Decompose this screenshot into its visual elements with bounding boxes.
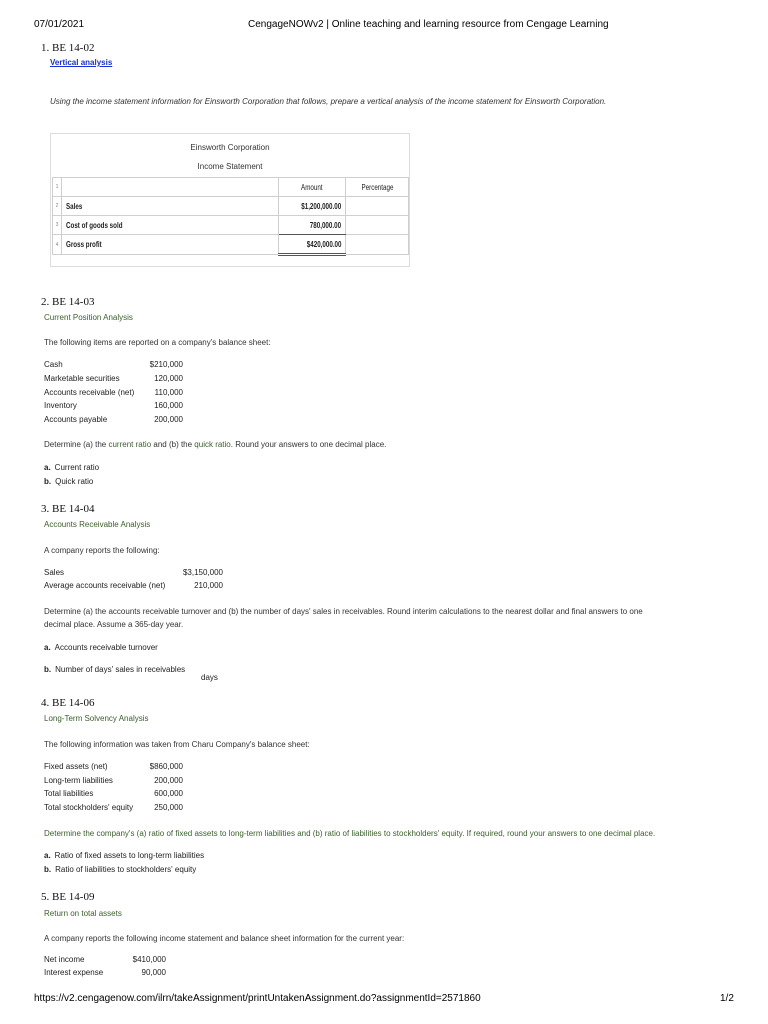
row-amount: $420,000.00 <box>279 235 346 255</box>
table-row <box>53 235 409 255</box>
percentage-input[interactable] <box>346 216 409 235</box>
question-3-subtitle: Accounts Receivable Analysis <box>44 520 151 529</box>
item-value: 210,000 <box>194 581 223 590</box>
row-amount: 780,000.00 <box>279 216 346 235</box>
answer-quick-ratio: b. Quick ratio <box>44 477 94 486</box>
item-value: $860,000 <box>149 762 183 771</box>
item-label: Cash <box>44 360 63 369</box>
item-label: Interest expense <box>44 968 104 977</box>
days-unit: days <box>201 673 218 682</box>
item-value: $3,150,000 <box>182 568 223 577</box>
answer-ar-turnover: a. Accounts receivable turnover <box>44 643 158 652</box>
row-label: Gross profit <box>62 235 279 255</box>
item-label: Total liabilities <box>44 789 94 798</box>
table-row <box>53 178 409 197</box>
item-value: 90,000 <box>141 968 166 977</box>
question-2-intro: The following items are reported on a company's balance sheet: <box>44 338 271 347</box>
item-label: Average accounts receivable (net) <box>44 581 166 590</box>
question-4-subtitle: Long-Term Solvency Analysis <box>44 714 149 723</box>
statement-name: Income Statement <box>197 162 263 171</box>
item-label: Marketable securities <box>44 374 120 383</box>
answer-current-ratio: a. Current ratio <box>44 463 100 472</box>
page-title: CengageNOWv2 | Online teaching and learning resource from Cengage Learning <box>248 19 609 30</box>
question-5-intro: A company reports the following income statement and balance sheet information for the current year: <box>44 934 405 943</box>
row-number: 2 <box>53 197 62 216</box>
percentage-input[interactable] <box>346 197 409 216</box>
item-value: 200,000 <box>154 415 183 424</box>
item-label: Net income <box>44 955 85 964</box>
answer-liabilities-equity-ratio: b. Ratio of liabilities to stockholders' equity <box>44 865 197 874</box>
row-amount: $1,200,000.00 <box>279 197 346 216</box>
print-date: 07/01/2021 <box>34 19 85 30</box>
question-3-instructions-line2: decimal place. Assume a 365-day year. <box>44 620 184 629</box>
item-label: Accounts receivable (net) <box>44 388 135 397</box>
question-4-intro: The following information was taken from Charu Company's balance sheet: <box>44 740 310 749</box>
row-label <box>62 178 279 197</box>
question-2-title: 2. BE 14-03 <box>41 296 95 308</box>
percentage-header: Percentage <box>346 178 409 197</box>
item-label: Fixed assets (net) <box>44 762 108 771</box>
question-3-intro: A company reports the following: <box>44 546 160 555</box>
row-number: 1 <box>53 178 62 197</box>
answer-fixed-assets-ratio: a. Ratio of fixed assets to long-term liabilities <box>44 851 205 860</box>
table-row <box>53 216 409 235</box>
item-label: Inventory <box>44 401 77 410</box>
item-value: $210,000 <box>149 360 183 369</box>
question-1-link[interactable]: Vertical analysis <box>50 58 113 67</box>
question-3-instructions-line1: Determine (a) the accounts receivable turnover and (b) the number of days' sales in receivables. Round interim calculations to the nearest dollar and final answers to one <box>44 607 643 616</box>
item-value: $410,000 <box>132 955 166 964</box>
item-label: Total stockholders' equity <box>44 803 134 812</box>
company-name: Einsworth Corporation <box>190 143 270 152</box>
item-value: 250,000 <box>154 803 183 812</box>
item-label: Accounts payable <box>44 415 108 424</box>
row-number: 4 <box>53 235 62 255</box>
item-value: 600,000 <box>154 789 183 798</box>
question-5-title: 5. BE 14-09 <box>41 891 95 903</box>
question-4-instructions: Determine the company's (a) ratio of fixed assets to long-term liabilities and (b) ratio of liabilities to stockholders' equity. If required, round your answers to one decimal place. <box>44 829 656 838</box>
item-label: Long-term liabilities <box>44 776 113 785</box>
item-value: 110,000 <box>154 388 183 397</box>
page-number: 1/2 <box>720 993 734 1004</box>
amount-header: Amount <box>279 178 346 197</box>
item-value: 200,000 <box>154 776 183 785</box>
table-row <box>53 197 409 216</box>
question-5-subtitle: Return on total assets <box>44 909 122 918</box>
question-4-title: 4. BE 14-06 <box>41 697 95 709</box>
row-number: 3 <box>53 216 62 235</box>
row-label: Sales <box>62 197 279 216</box>
question-1-instructions: Using the income statement information for Einsworth Corporation that follows, prepare a vertical analysis of the income statement for Einsworth Corporation. <box>50 97 607 106</box>
item-value: 120,000 <box>154 374 183 383</box>
question-1-title: 1. BE 14-02 <box>41 42 95 54</box>
question-2-subtitle: Current Position Analysis <box>44 313 133 322</box>
percentage-input[interactable] <box>346 235 409 255</box>
income-statement-panel <box>50 133 410 267</box>
question-3-title: 3. BE 14-04 <box>41 503 95 515</box>
item-value: 160,000 <box>154 401 183 410</box>
question-2-instructions: Determine (a) the current ratio and (b) the quick ratio. Round your answers to one decimal place. <box>44 440 387 449</box>
row-label: Cost of goods sold <box>62 216 279 235</box>
answer-days-sales: b. Number of days' sales in receivables <box>44 665 186 674</box>
footer-url: https://v2.cengagenow.com/ilrn/takeAssignment/printUntakenAssignment.do?assignmentId=2571860 <box>34 993 481 1004</box>
income-statement-table <box>52 177 409 256</box>
item-label: Sales <box>44 568 65 577</box>
